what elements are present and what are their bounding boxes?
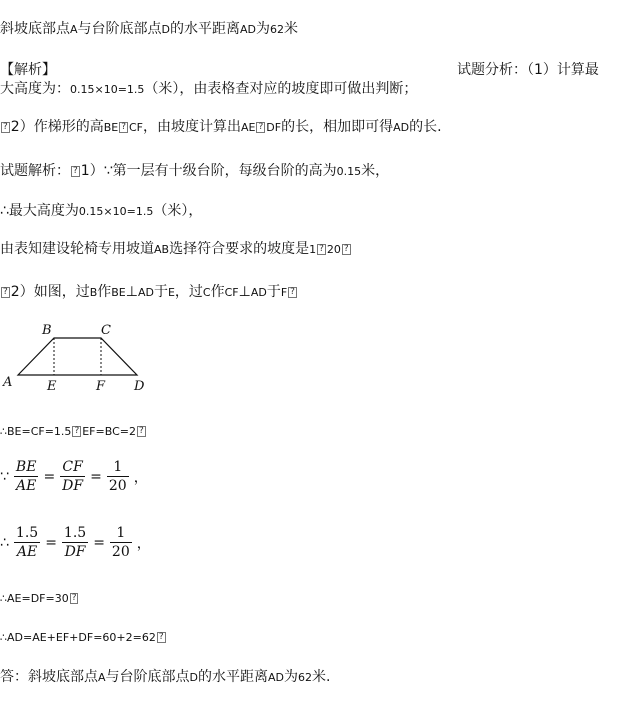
fraction-cf-df: $\frac{CF}{DF}$ xyxy=(62,459,84,494)
missing-glyph-icon: ? xyxy=(73,165,78,176)
solution-line-5: ∴BE=CF=1.5 ? EF=BC=2 ? xyxy=(0,425,144,438)
solution-line-3: 由表知建设轮椅专用坡道AB选择符合要求的坡度是1 ? 20 ? xyxy=(0,241,349,257)
solution-line-4: ? 2）如图，过B作BE⊥AD于E，过C作CF⊥AD于F ? xyxy=(3,284,295,300)
missing-glyph-icon: ? xyxy=(3,286,8,297)
analysis-heading: 【解析】 xyxy=(0,62,56,78)
missing-glyph-icon: ? xyxy=(74,425,80,436)
missing-glyph-icon: ? xyxy=(71,592,77,603)
slope-ratio-equation-2: ∴ $\frac{1.5}{AE}$ = $\frac{1.5}{DF}$ = $\frac{1}{20}$ ， xyxy=(0,525,151,560)
fraction-1-5-df: $\frac{1.5}{DF}$ xyxy=(63,525,87,560)
label-a: A xyxy=(3,375,13,390)
missing-glyph-icon: ? xyxy=(121,121,126,132)
missing-glyph-icon: ? xyxy=(319,243,324,254)
fraction-1-5-ae: $\frac{1.5}{AE}$ xyxy=(15,525,39,560)
fraction-1-20: $\frac{1}{20}$ xyxy=(108,459,127,494)
solution-line-2: ∴最大高度为0.15×10=1.5（米）， xyxy=(0,203,203,219)
missing-glyph-icon: ? xyxy=(290,286,295,297)
missing-glyph-icon: ? xyxy=(138,425,144,436)
slope-ratio-equation-1: ∵ $\frac{BE}{AE}$ = $\frac{CF}{DF}$ = $\frac{1}{20}$ ， xyxy=(0,459,148,494)
solution-line-1: 试题解析： ? 1）∵第一层有十级台阶，每级台阶的高为0.15米， xyxy=(0,163,390,179)
answer-line: 答：斜坡底部点A与台阶底部点D的水平距离AD为62米. xyxy=(0,669,331,685)
label-b: B xyxy=(42,323,52,338)
solution-line-6: ∴AE=DF=30 ? xyxy=(0,592,77,605)
missing-glyph-icon: ? xyxy=(3,121,8,132)
conclusion-heading-line: 斜坡底部点A与台阶底部点D的水平距离AD为62米 xyxy=(0,21,299,37)
analysis-line-2: ? 2）作梯形的高BE ? CF，由坡度计算出AE ? DF的长，相加即可得AD的长. xyxy=(3,119,442,135)
label-d: D xyxy=(134,379,145,394)
analysis-line-1: 大高度为：0.15×10=1.5（米），由表格查对应的坡度即可做出判断； xyxy=(0,81,418,97)
trapezoid-outline xyxy=(18,338,137,375)
label-c: C xyxy=(101,323,111,338)
fraction-1-20: $\frac{1}{20}$ xyxy=(111,525,130,560)
missing-glyph-icon: ? xyxy=(343,243,349,254)
label-e: E xyxy=(47,379,57,394)
analysis-intro: 试题分析：（1）计算最 xyxy=(457,62,599,78)
missing-glyph-icon: ? xyxy=(258,121,264,132)
fraction-be-ae: $\frac{BE}{AE}$ xyxy=(15,459,37,494)
trapezoid-figure xyxy=(0,318,160,396)
solution-line-7: ∴AD=AE+EF+DF=60+2=62 ? xyxy=(0,631,164,644)
missing-glyph-icon: ? xyxy=(158,631,164,642)
label-f: F xyxy=(96,379,106,394)
